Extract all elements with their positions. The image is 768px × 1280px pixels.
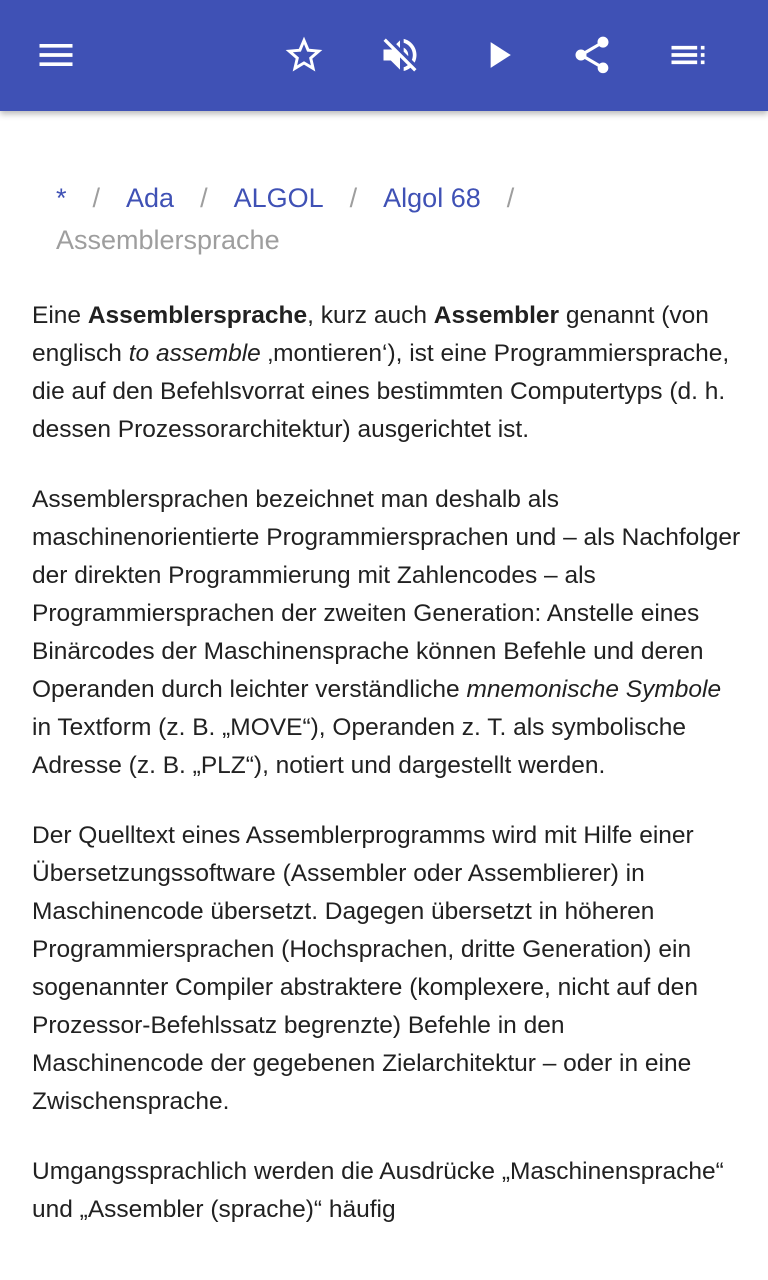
article-body bbox=[32, 297, 742, 1261]
italic-term: to assemble bbox=[128, 340, 261, 367]
text: genannt (von englisch bbox=[32, 302, 709, 367]
italic-term: mnemonische Symbole bbox=[466, 676, 722, 703]
bold-term: Assembler bbox=[433, 302, 560, 329]
star-outline-icon bbox=[282, 33, 326, 77]
breadcrumb-current: Assemblersprache bbox=[56, 225, 280, 255]
share-button[interactable] bbox=[560, 23, 624, 87]
paragraph-1 bbox=[32, 297, 742, 449]
paragraph-4: Umgangssprachlich werden die Ausdrücke „Maschinensprache“ und „Assembler (sprache)“ häufig bbox=[32, 1158, 724, 1223]
text: Eine bbox=[32, 302, 88, 329]
menu-button[interactable] bbox=[24, 23, 88, 87]
breadcrumb-separator: / bbox=[200, 183, 208, 213]
breadcrumb-item-algol[interactable]: ALGOL bbox=[233, 183, 324, 213]
app-toolbar bbox=[0, 0, 768, 111]
text: ‚montieren‘), ist eine Programmiersprache, die auf den Befehlsvorrat eines bestimmten Computertyps (d. h. dessen Prozessorarchitektur) ausgerichtet ist. bbox=[32, 340, 730, 443]
text: in Textform (z. B. „MOVE“), Operanden z. T. als symbolische Adresse (z. B. „PLZ“), notiert und dargestellt werden. bbox=[32, 714, 686, 779]
breadcrumb-item-ada[interactable]: Ada bbox=[126, 183, 175, 213]
play-button[interactable] bbox=[466, 23, 530, 87]
bold-term: Assemblersprache bbox=[87, 302, 308, 329]
contents-button[interactable] bbox=[656, 23, 720, 87]
paragraph-2 bbox=[32, 481, 742, 785]
paragraph-3: Der Quelltext eines Assemblerprogramms wird mit Hilfe einer Übersetzungssoftware (Assembler oder Assemblierer) in Maschinencode übersetzt. Dagegen übersetzt in höheren Programmiersprachen (Hochsprachen, dritte Generation) ein sogenannter Compiler abstraktere (komplexere, nicht auf den Prozessor-Befehlssatz begrenzte) Befehle in den Maschinencode der gegebenen Zielarchitektur – oder in eine Zwischensprache. bbox=[32, 822, 698, 1115]
breadcrumb bbox=[56, 177, 736, 261]
breadcrumb-separator: / bbox=[349, 183, 358, 213]
mute-button[interactable] bbox=[368, 23, 432, 87]
breadcrumb-separator: / bbox=[92, 183, 101, 213]
bookmark-button[interactable] bbox=[272, 23, 336, 87]
share-icon bbox=[570, 33, 614, 77]
playlist-icon bbox=[666, 33, 710, 77]
text: Assemblersprachen bezeichnet man deshalb als maschinenorientierte Programmiersprachen und – als Nachfolger der direkten Programmierung mit Zahlencodes – als Programmiersprachen der zweiten Generation: Anstelle eines Binärcodes der Maschinensprache können Befehle und deren Operanden durch leichter verständliche bbox=[32, 486, 741, 703]
text: , kurz auch bbox=[307, 302, 434, 329]
menu-icon bbox=[34, 33, 78, 77]
play-icon bbox=[476, 33, 520, 77]
volume-off-icon bbox=[378, 33, 422, 77]
article-content bbox=[0, 111, 768, 1280]
breadcrumb-item-algol-68[interactable]: Algol 68 bbox=[383, 183, 481, 213]
breadcrumb-separator: / bbox=[506, 183, 515, 213]
breadcrumb-item-root[interactable]: * bbox=[56, 183, 67, 213]
